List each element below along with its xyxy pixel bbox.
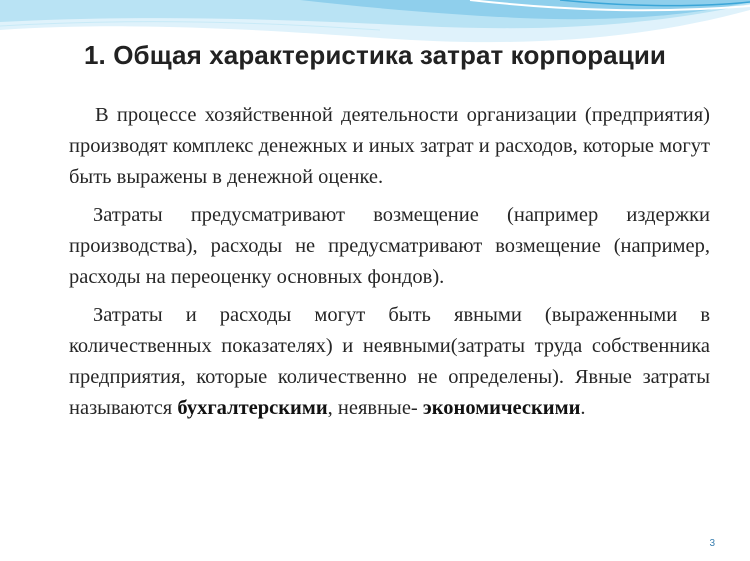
paragraph-text-part: , неявные- <box>327 397 423 419</box>
paragraph-text-part: Затраты и расходы могут быть явными (выраженными в количественных показателях) и неявными(затраты труда собственника предприятия, которые количественно не определены). Явные затраты называются <box>69 304 710 419</box>
page-number: 3 <box>709 538 715 549</box>
term-economic: экономическими <box>422 397 581 419</box>
paragraph-explicit-implicit <box>69 300 710 424</box>
term-accounting: бухгалтерскими <box>177 397 328 419</box>
slide-title: 1. Общая характеристика затрат корпорации <box>84 40 666 70</box>
paragraph-text-part: . <box>580 397 586 419</box>
paragraph-costs-overview: В процессе хозяйственной деятельности организации (предприятия) производят комплекс денежных и иных затрат и расходов, которые могут быть выражены в денежной оценке. <box>69 104 710 188</box>
paragraph-costs-vs-expenses: Затраты предусматривают возмещение (например издержки производства), расходы не предусматривают возмещение (например, расходы на переоценку основных фондов). <box>69 204 710 288</box>
slide-body <box>69 100 710 431</box>
